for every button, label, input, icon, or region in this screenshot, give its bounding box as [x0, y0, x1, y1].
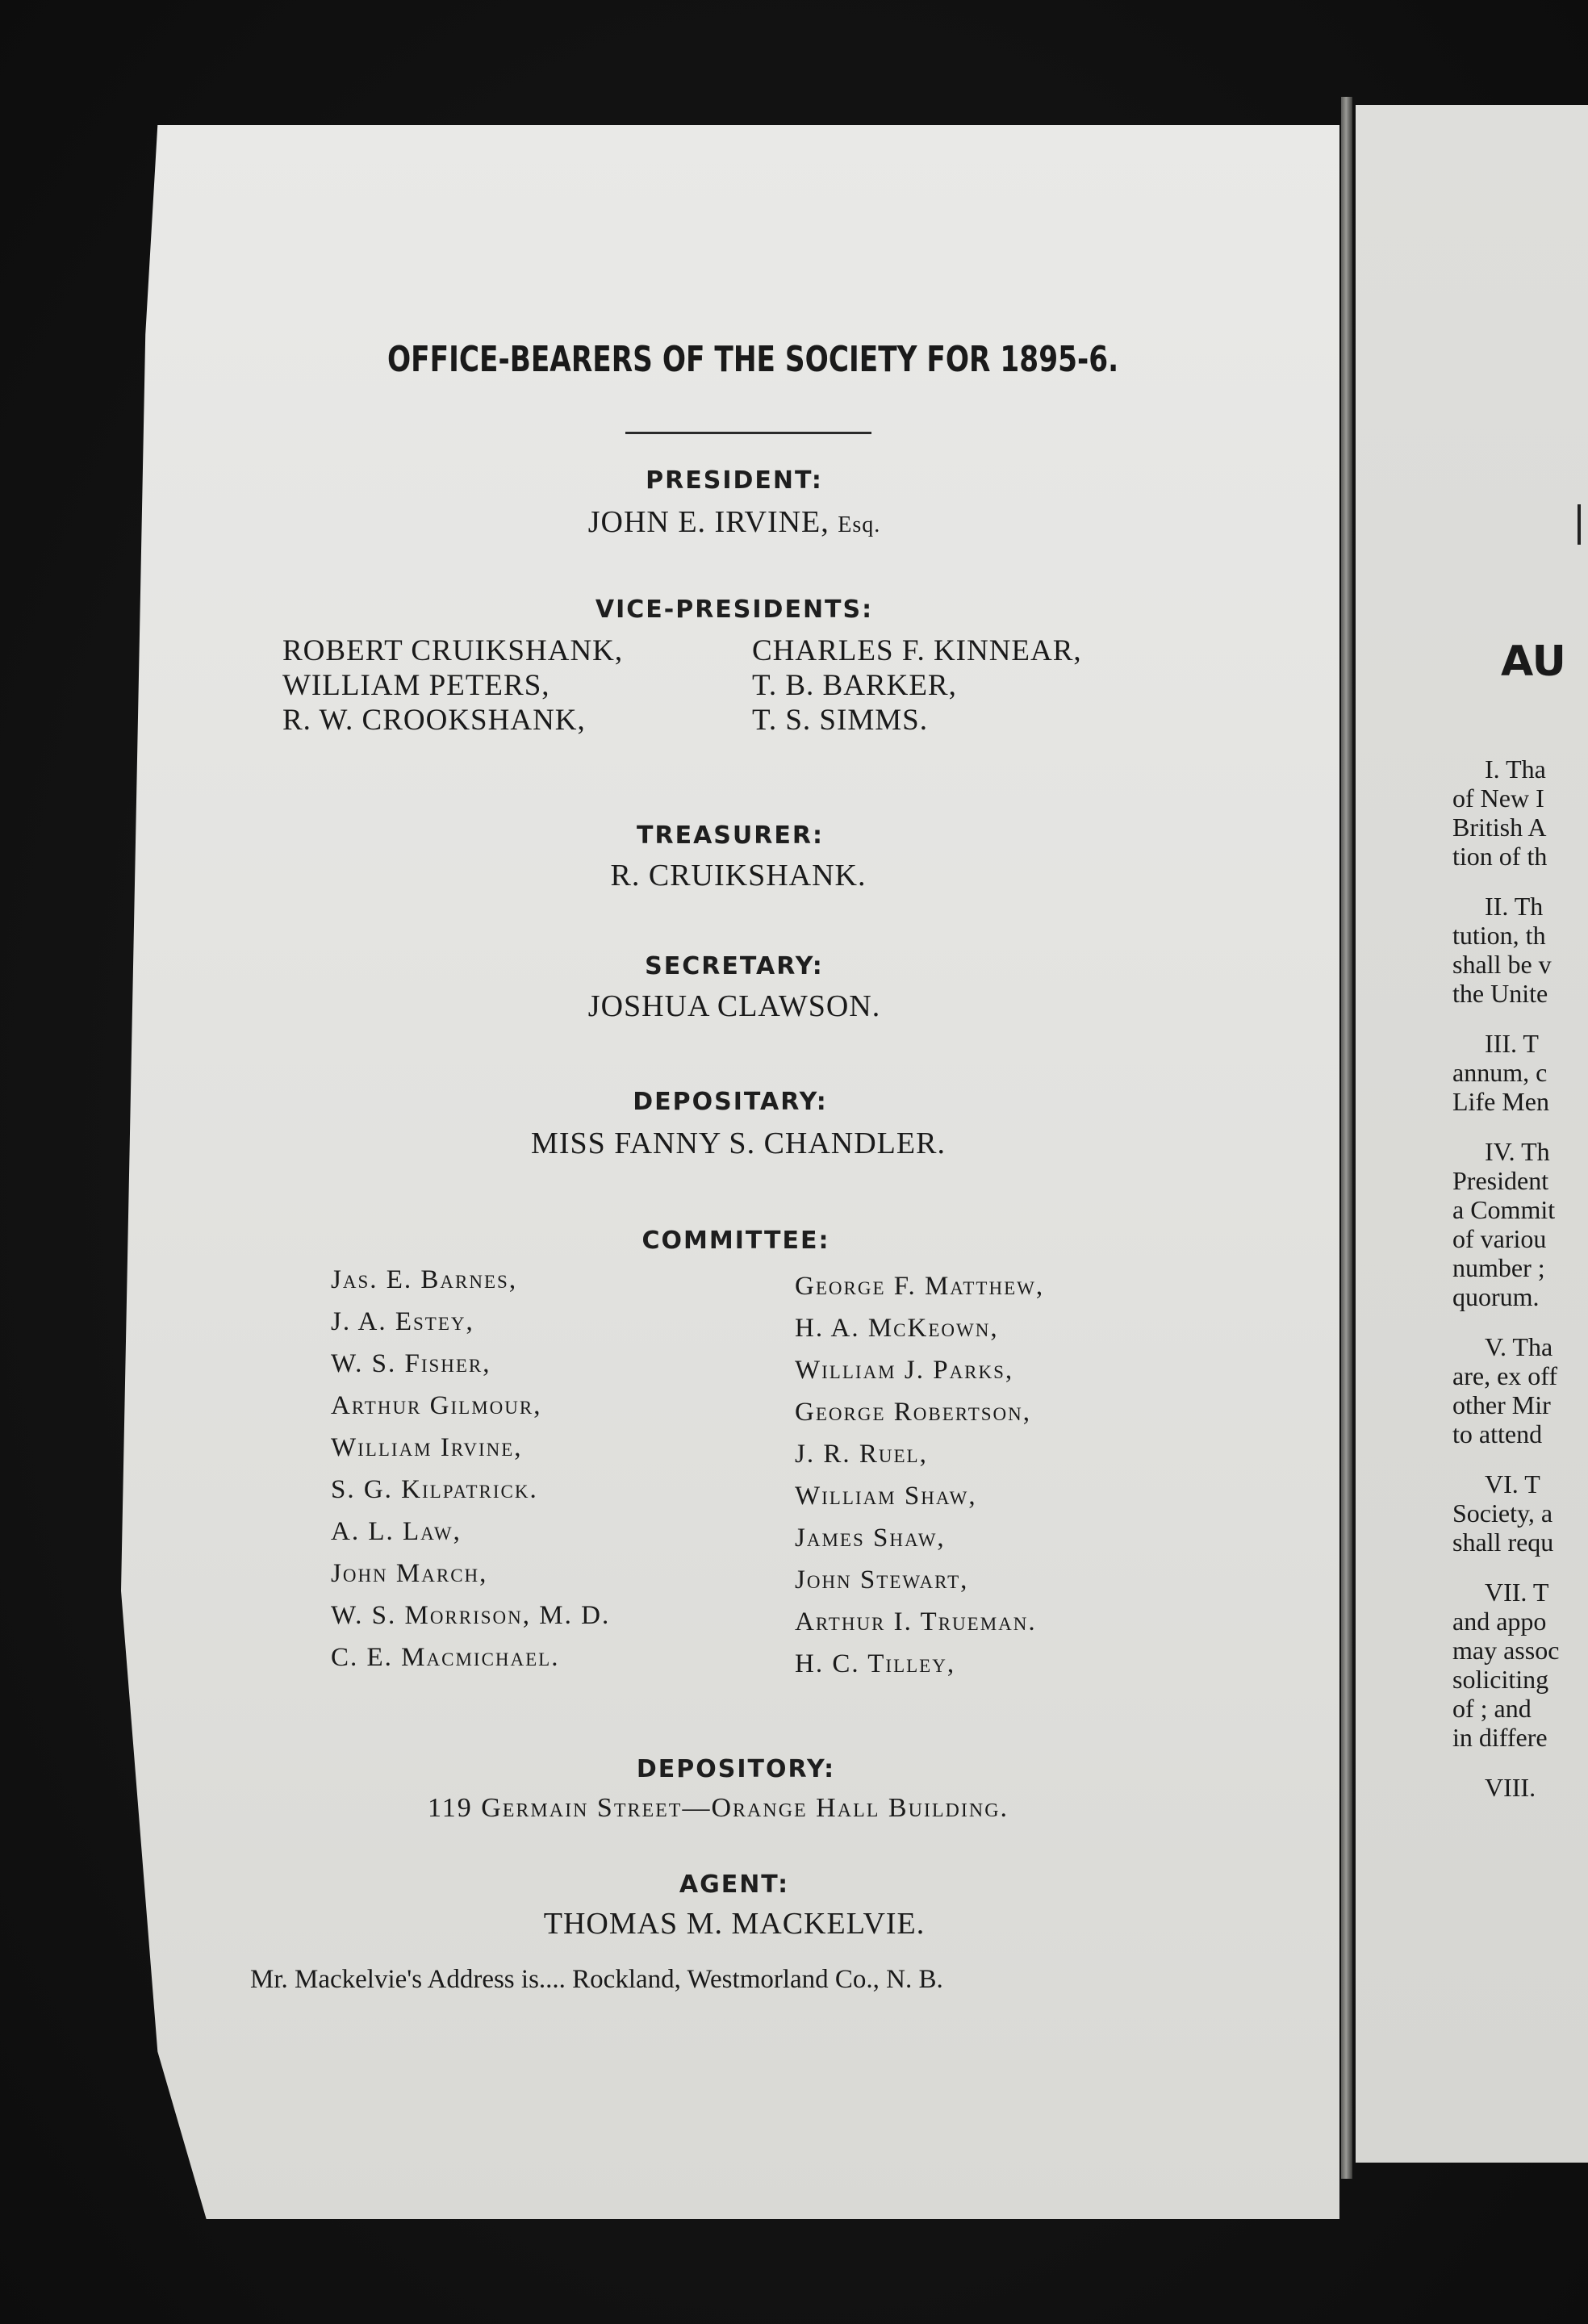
- text-line: tion of th: [1452, 842, 1548, 871]
- committee-member: Arthur I. Trueman.: [795, 1607, 1037, 1636]
- text-line: Society, a: [1452, 1498, 1553, 1528]
- text-line: President: [1452, 1166, 1549, 1195]
- depositary-name: MISS FANNY S. CHANDLER.: [531, 1126, 946, 1160]
- committee-member: J. R. Ruel,: [795, 1440, 928, 1469]
- secretary-name: JOSHUA CLAWSON.: [587, 989, 881, 1023]
- committee-member: Jas. E. Barnes,: [331, 1265, 518, 1294]
- text-line: British A: [1452, 813, 1547, 842]
- text-line: and appo: [1452, 1607, 1547, 1636]
- committee-member: J. A. Estey,: [331, 1307, 474, 1336]
- depository-address: 119 Germain Street—Orange Hall Building.: [427, 1793, 1009, 1823]
- depository-label: DEPOSITORY:: [636, 1755, 836, 1783]
- committee-label: COMMITTEE:: [641, 1227, 830, 1255]
- secretary-label: SECRETARY:: [645, 952, 824, 980]
- text-line: number ;: [1452, 1253, 1545, 1282]
- text-line: of ; and: [1452, 1694, 1532, 1723]
- vice-president-name: WILLIAM PETERS,: [282, 669, 550, 702]
- text-line: tution, th: [1452, 921, 1546, 950]
- right-page-mark: [1578, 504, 1581, 545]
- text-line: quorum.: [1452, 1282, 1540, 1311]
- text-line: soliciting: [1452, 1665, 1549, 1694]
- text-line: to attend: [1452, 1419, 1543, 1448]
- agent-address-note: Mr. Mackelvie's Address is.... Rockland, Westmorland Co., N. B.: [250, 1965, 943, 1994]
- text-line: of New I: [1452, 784, 1544, 813]
- committee-member: William J. Parks,: [795, 1356, 1014, 1385]
- committee-member: James Shaw,: [795, 1524, 946, 1553]
- president-suffix: Esq.: [838, 512, 881, 537]
- committee-left-column: [331, 1259, 610, 1678]
- text-line: I. Tha: [1485, 754, 1546, 784]
- right-page-paragraph: [1452, 754, 1559, 871]
- text-line: a Commit: [1452, 1195, 1556, 1224]
- text-line: VII. T: [1485, 1578, 1549, 1607]
- committee-member: George Robertson,: [795, 1398, 1032, 1427]
- committee-member: William Irvine,: [331, 1433, 523, 1462]
- text-line: other Mir: [1452, 1390, 1551, 1419]
- text-line: of variou: [1452, 1224, 1547, 1253]
- committee-member: W. S. Morrison, M. D.: [331, 1601, 611, 1630]
- agent-name: THOMAS M. MACKELVIE.: [543, 1907, 926, 1941]
- right-page-paragraph: [1452, 1578, 1559, 1752]
- committee-member: John Stewart,: [795, 1565, 969, 1595]
- right-page-paragraph: [1452, 1137, 1559, 1311]
- committee-member: S. G. Kilpatrick.: [331, 1475, 538, 1504]
- president-name-text: JOHN E. IRVINE,: [587, 505, 830, 539]
- vice-presidents-label: VICE-PRESIDENTS:: [595, 596, 874, 624]
- page-fold: [1341, 97, 1352, 2179]
- text-line: are, ex off: [1452, 1361, 1557, 1390]
- left-page: [121, 125, 1339, 2219]
- committee-member: H. C. Tilley,: [795, 1649, 956, 1678]
- vice-president-name: T. S. SIMMS.: [752, 704, 928, 737]
- text-line: VI. T: [1485, 1469, 1540, 1498]
- committee-member: H. A. McKeown,: [795, 1314, 999, 1343]
- text-line: III. T: [1485, 1029, 1539, 1058]
- text-line: shall be v: [1452, 950, 1552, 979]
- committee-member: W. S. Fisher,: [331, 1349, 491, 1378]
- vice-president-name: R. W. CROOKSHANK,: [282, 704, 586, 737]
- committee-right-column: [795, 1265, 1044, 1685]
- text-line: VIII.: [1485, 1773, 1536, 1802]
- president-label: PRESIDENT:: [646, 466, 823, 495]
- text-line: in differe: [1452, 1723, 1548, 1752]
- committee-member: A. L. Law,: [331, 1517, 462, 1546]
- text-line: II. Th: [1485, 892, 1544, 921]
- right-page-paragraph: [1452, 1469, 1559, 1557]
- treasurer-name: R. CRUIKSHANK.: [610, 859, 867, 892]
- title-rule: [625, 432, 871, 434]
- committee-member: George F. Matthew,: [795, 1272, 1045, 1301]
- right-page-paragraph: [1452, 1029, 1559, 1116]
- text-line: IV. Th: [1485, 1137, 1550, 1166]
- text-line: annum, c: [1452, 1058, 1548, 1087]
- text-line: may assoc: [1452, 1636, 1560, 1665]
- text-line: shall requ: [1452, 1528, 1554, 1557]
- depositary-label: DEPOSITARY:: [633, 1088, 828, 1116]
- vice-president-name: CHARLES F. KINNEAR,: [752, 634, 1082, 667]
- vice-presidents-right-column: [752, 633, 1082, 738]
- right-page-paragraph: [1452, 1332, 1559, 1448]
- treasurer-label: TREASURER:: [637, 821, 824, 850]
- vice-president-name: ROBERT CRUIKSHANK,: [282, 634, 624, 667]
- vice-presidents-left-column: [282, 633, 623, 738]
- committee-member: John March,: [331, 1559, 488, 1588]
- committee-member: C. E. Macmichael.: [331, 1643, 560, 1672]
- right-page-heading: AU: [1501, 637, 1566, 686]
- text-line: V. Tha: [1485, 1332, 1553, 1361]
- committee-member: William Shaw,: [795, 1482, 977, 1511]
- vice-president-name: T. B. BARKER,: [752, 669, 957, 702]
- page-title: OFFICE-BEARERS OF THE SOCIETY FOR 1895-6.: [387, 339, 1119, 380]
- agent-label: AGENT:: [679, 1870, 790, 1899]
- right-page-paragraph: [1452, 892, 1559, 1008]
- right-page-text: [1452, 754, 1559, 1823]
- president-name: [331, 504, 1138, 540]
- text-line: Life Men: [1452, 1087, 1549, 1116]
- right-page-paragraph: [1452, 1773, 1559, 1802]
- committee-member: Arthur Gilmour,: [331, 1391, 542, 1420]
- text-line: the Unite: [1452, 979, 1548, 1008]
